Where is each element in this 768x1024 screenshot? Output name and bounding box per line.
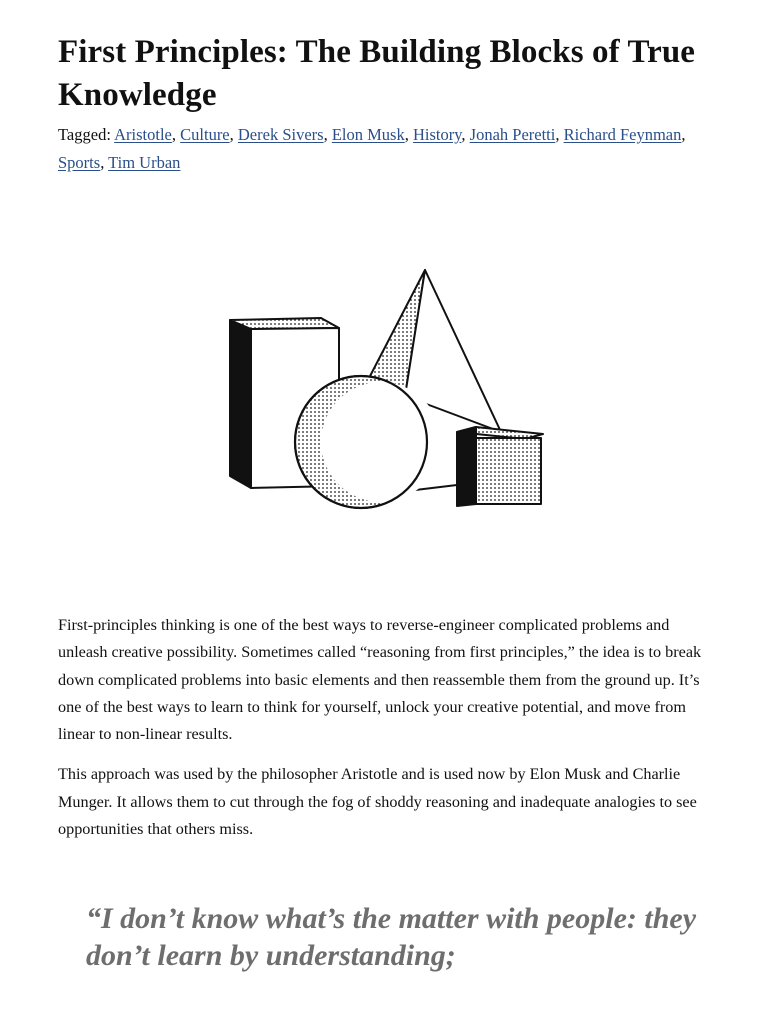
geometric-shapes-illustration [225, 266, 545, 516]
tags-line: Tagged: Aristotle, Culture, Derek Sivers, Elon Musk, History, Jonah Peretti, Richard Feynman, Sports, Tim Urban [58, 125, 686, 172]
tag-link-tim-urban[interactable]: Tim Urban [108, 153, 181, 172]
tag-link-richard-feynman[interactable]: Richard Feynman [563, 125, 682, 144]
paragraph: First-principles thinking is one of the best ways to reverse-engineer complicated problems and unleash creative possibility. Sometimes called “reasoning from first principles,” the idea is to break down complicated problems into basic elements and then reassemble them from the ground up. It’s one of the best ways to learn to think for yourself, unlock your creative potential, and move from linear to non-linear results. [58, 616, 702, 744]
tagged-label: Tagged: [58, 125, 111, 144]
tag-link-aristotle[interactable]: Aristotle [114, 125, 172, 144]
tag-link-elon-musk[interactable]: Elon Musk [331, 125, 405, 144]
pull-quote: “I don’t know what’s the matter with people: they don’t learn by understanding; [86, 902, 697, 972]
cube-shape [457, 427, 543, 506]
tag-link-derek-sivers[interactable]: Derek Sivers [237, 125, 324, 144]
article-body [58, 612, 710, 856]
paragraph: This approach was used by the philosopher Aristotle and is used now by Elon Musk and Charlie Munger. It allows them to cut through the fog of shoddy reasoning and inadequate analogies to see opportunities that others miss. [58, 765, 697, 839]
tag-link-sports[interactable]: Sports [58, 153, 101, 172]
article-header [58, 0, 710, 177]
tag-link-culture[interactable]: Culture [180, 125, 230, 144]
tag-link-jonah-peretti[interactable]: Jonah Peretti [469, 125, 556, 144]
sphere-shape [295, 376, 441, 508]
page-title: First Principles: The Building Blocks of True Knowledge [58, 34, 696, 113]
tag-link-history[interactable]: History [412, 125, 462, 144]
